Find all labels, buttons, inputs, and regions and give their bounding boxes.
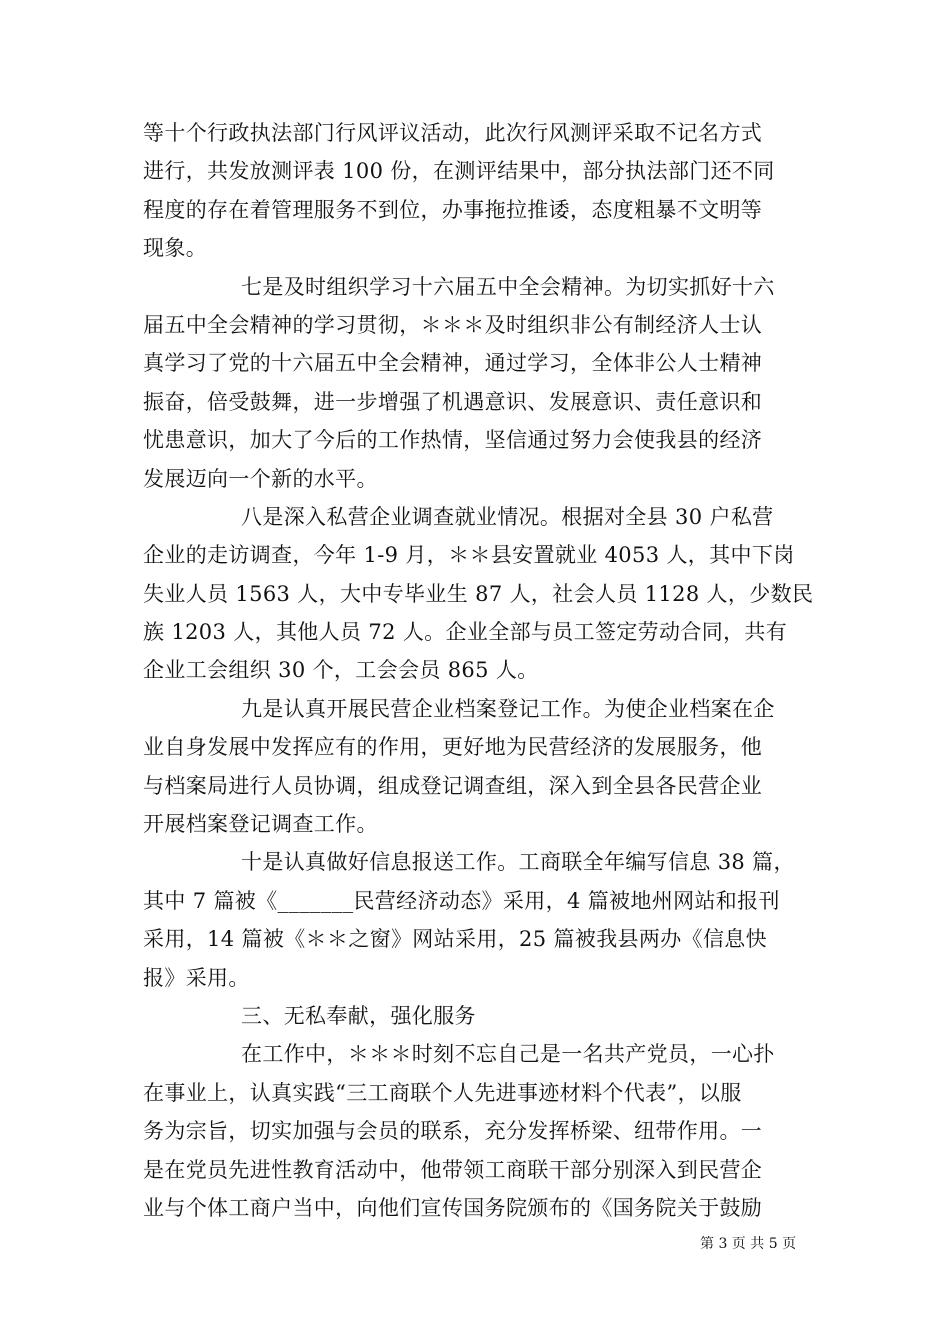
text-line: 企业工会组织 30 个，工会会员 865 人。 xyxy=(143,658,539,683)
text-line: 程度的存在着管理服务不到位，办事拖拉推诿，态度粗暴不文明等 xyxy=(143,197,763,222)
paragraph-start-line: 七是及时组织学习十六届五中全会精神。为切实抓好十六 xyxy=(241,274,775,299)
document-body xyxy=(143,114,814,1227)
text-line: 族 1203 人，其他人员 72 人。企业全部与员工签定劳动合同，共有 xyxy=(143,620,788,645)
text-line: 现象。 xyxy=(143,236,208,261)
text-line: 开展档案登记调查工作。 xyxy=(143,812,378,837)
text-line: 振奋，倍受鼓舞，进一步增强了机遇意识、发展意识、责任意识和 xyxy=(143,389,763,414)
text-line: 其中 7 篇被《_______民营经济动态》采用，4 篇被地州网站和报刊 xyxy=(143,888,780,913)
text-line: 届五中全会精神的学习贯彻，＊＊＊及时组织非公有制经济人士认 xyxy=(143,312,763,337)
text-line: 务为宗旨，切实加强与会员的联系，充分发挥桥梁、纽带作用。一 xyxy=(143,1119,763,1144)
paragraph-start-line: 八是深入私营企业调查就业情况。根据对全县 30 户私营 xyxy=(241,504,774,529)
text-line: 与档案局进行人员协调，组成登记调查组，深入到全县各民营企业 xyxy=(143,773,763,798)
text-line: 进行，共发放测评表 100 份，在测评结果中，部分执法部门还不同 xyxy=(143,159,775,184)
text-line: 业与个体工商户当中，向他们宣传国务院颁布的《国务院关于鼓励 xyxy=(143,1195,763,1220)
text-line: 忧患意识，加大了今后的工作热情，坚信通过努力会使我县的经济 xyxy=(143,428,763,453)
text-line: 业自身发展中发挥应有的作用，更好地为民营经济的发展服务，他 xyxy=(143,735,763,760)
text-line: 发展迈向一个新的水平。 xyxy=(143,466,378,491)
paragraph-start-line: 九是认真开展民营企业档案登记工作。为使企业档案在企 xyxy=(241,696,775,721)
text-line: 真学习了党的十六届五中全会精神，通过学习，全体非公人士精神 xyxy=(143,351,763,376)
text-line: 在事业上，认真实践“三工商联个人先进事迹材料个代表”，以服 xyxy=(143,1080,742,1105)
paragraph-start-line: 在工作中，＊＊＊时刻不忘自己是一名共产党员，一心扑 xyxy=(241,1042,775,1067)
text-line: 采用，14 篇被《＊＊之窗》网站采用，25 篇被我县两办《信息快 xyxy=(143,927,767,952)
section-heading: 三、无私奉献，强化服务 xyxy=(241,1003,476,1028)
text-line: 企业的走访调查，今年 1-9 月，＊＊县安置就业 4053 人，其中下岗 xyxy=(143,543,795,568)
text-line: 等十个行政执法部门行风评议活动，此次行风测评采取不记名方式 xyxy=(143,121,763,145)
page-number: 第 3 页 共 5 页 xyxy=(700,1236,797,1252)
text-line: 失业人员 1563 人，大中专毕业生 87 人，社会人员 1128 人，少数民 xyxy=(143,581,814,606)
text-line: 是在党员先进性教育活动中，他带领工商联干部分别深入到民营企 xyxy=(143,1157,763,1182)
paragraph-start-line: 十是认真做好信息报送工作。工商联全年编写信息 38 篇， xyxy=(241,850,795,875)
text-line: 报》采用。 xyxy=(143,965,250,990)
